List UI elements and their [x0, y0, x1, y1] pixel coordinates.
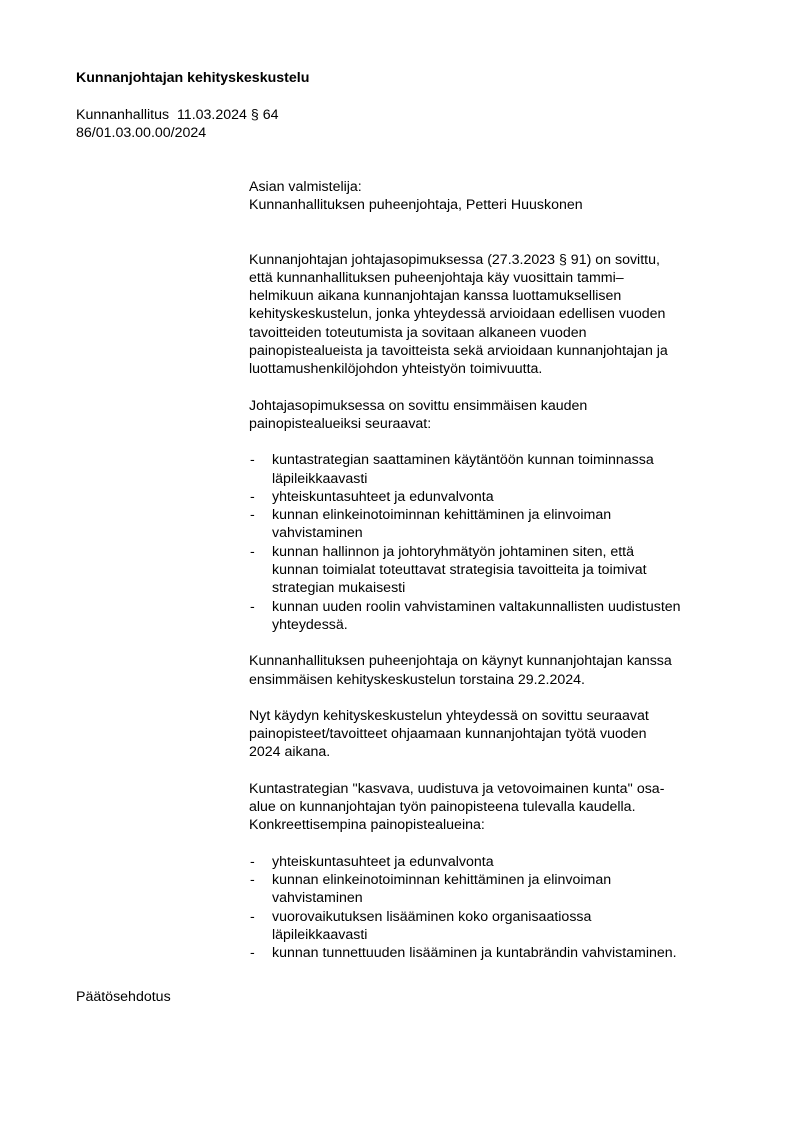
- list-item-text: kunnan elinkeinotoiminnan kehittäminen ja elinvoiman vahvistaminen: [272, 507, 612, 542]
- list-item: [249, 451, 739, 488]
- list-item-text: kunnan hallinnon ja johtoryhmätyön johtaminen siten, että kunnan toimialat toteuttavat strategisia tavoitteita ja toimivat strategian mukaisesti: [272, 543, 647, 597]
- focus-areas-list: [249, 853, 739, 963]
- list-item: [249, 598, 739, 635]
- bullet-dash-icon: -: [250, 908, 255, 925]
- spacer: [249, 379, 739, 397]
- meeting-reference: Kunnanhallitus 11.03.2024 § 64: [76, 107, 279, 123]
- list-item: [249, 944, 739, 962]
- preparer-label: Asian valmistelija:: [249, 179, 362, 195]
- list-item-text: kuntastrategian saattaminen käytäntöön kunnan toiminnassa läpileikkaavasti: [272, 452, 654, 487]
- list-item: [249, 543, 739, 598]
- paragraph-strategy: Kuntastrategian ''kasvava, uudistuva ja vetovoimainen kunta'' osa- alue on kunnanjohtajan työn painopisteena tulevalla kaudella. Konkreettisempina painopistealueina:: [249, 780, 665, 834]
- preparer-name: Kunnanhallituksen puheenjohtaja, Petteri Huuskonen: [249, 197, 583, 214]
- document-title: Kunnanjohtajan kehityskeskustelu: [76, 70, 310, 86]
- list-item-text: kunnan tunnettuuden lisääminen ja kuntabrändin vahvistaminen.: [272, 945, 677, 962]
- spacer: [249, 433, 739, 451]
- bullet-dash-icon: -: [250, 488, 255, 505]
- list-item: [249, 853, 739, 871]
- list-item: [249, 506, 739, 543]
- decision-proposal-heading: Päätösehdotus: [76, 989, 171, 1005]
- paragraph-first-term-focus: Johtajasopimuksessa on sovittu ensimmäisen kauden painopistealueiksi seuraavat:: [249, 397, 588, 432]
- list-item-text: kunnan uuden roolin vahvistaminen valtakunnallisten uudistusten yhteydessä.: [272, 598, 681, 633]
- list-item-text: yhteiskuntasuhteet ja edunvalvonta: [272, 853, 494, 870]
- document-meta: [76, 106, 278, 143]
- bullet-dash-icon: -: [250, 452, 255, 469]
- paragraph-first-discussion: Kunnanhallituksen puheenjohtaja on käynyt kunnanjohtajan kanssa ensimmäisen kehityskeskustelun torstaina 29.2.2024.: [249, 653, 672, 688]
- list-item: [249, 908, 739, 945]
- bullet-dash-icon: -: [250, 871, 255, 888]
- paragraph-agreement: Kunnanjohtajan johtajasopimuksessa (27.3.2023 § 91) on sovittu, että kunnanhallituksen puheenjohtaja käy vuosittain tammi– helmikuun aikana kunnanjohtajan kanssa luottamuksellisen kehityskeskustelun, jonka yhteydessä arvioidaan edellisen vuoden tavoitteiden toteutumista ja sovitaan alkaneen vuoden painopistealueista ja tavoitteista sekä arvioidaan kunnanjohtajan ja luottamushenkilöjohdon yhteistyön toimivuutta.: [249, 251, 668, 378]
- list-item-text: yhteiskuntasuhteet ja edunvalvonta: [272, 488, 494, 505]
- spacer: [249, 215, 739, 251]
- list-item-text: vuorovaikutuksen lisääminen koko organisaatiossa läpileikkaavasti: [272, 908, 592, 943]
- bullet-dash-icon: -: [250, 598, 255, 615]
- spacer: [249, 762, 739, 780]
- first-term-focus-list: [249, 451, 739, 634]
- spacer: [249, 689, 739, 707]
- paragraph-agreed-priorities: Nyt käydyn kehityskeskustelun yhteydessä on sovittu seuraavat painopisteet/tavoitteet ohjaamaan kunnanjohtajan työtä vuoden 2024 aikana.: [249, 707, 649, 761]
- bullet-dash-icon: -: [250, 543, 255, 560]
- bullet-dash-icon: -: [250, 853, 255, 870]
- list-item: [249, 871, 739, 908]
- record-number: 86/01.03.00.00/2024: [76, 125, 207, 142]
- document-body: [249, 178, 739, 962]
- spacer: [249, 634, 739, 652]
- spacer: [249, 835, 739, 853]
- bullet-dash-icon: -: [250, 507, 255, 524]
- list-item-text: kunnan elinkeinotoiminnan kehittäminen ja elinvoiman vahvistaminen: [272, 871, 612, 907]
- list-item: [249, 488, 739, 506]
- bullet-dash-icon: -: [250, 945, 255, 962]
